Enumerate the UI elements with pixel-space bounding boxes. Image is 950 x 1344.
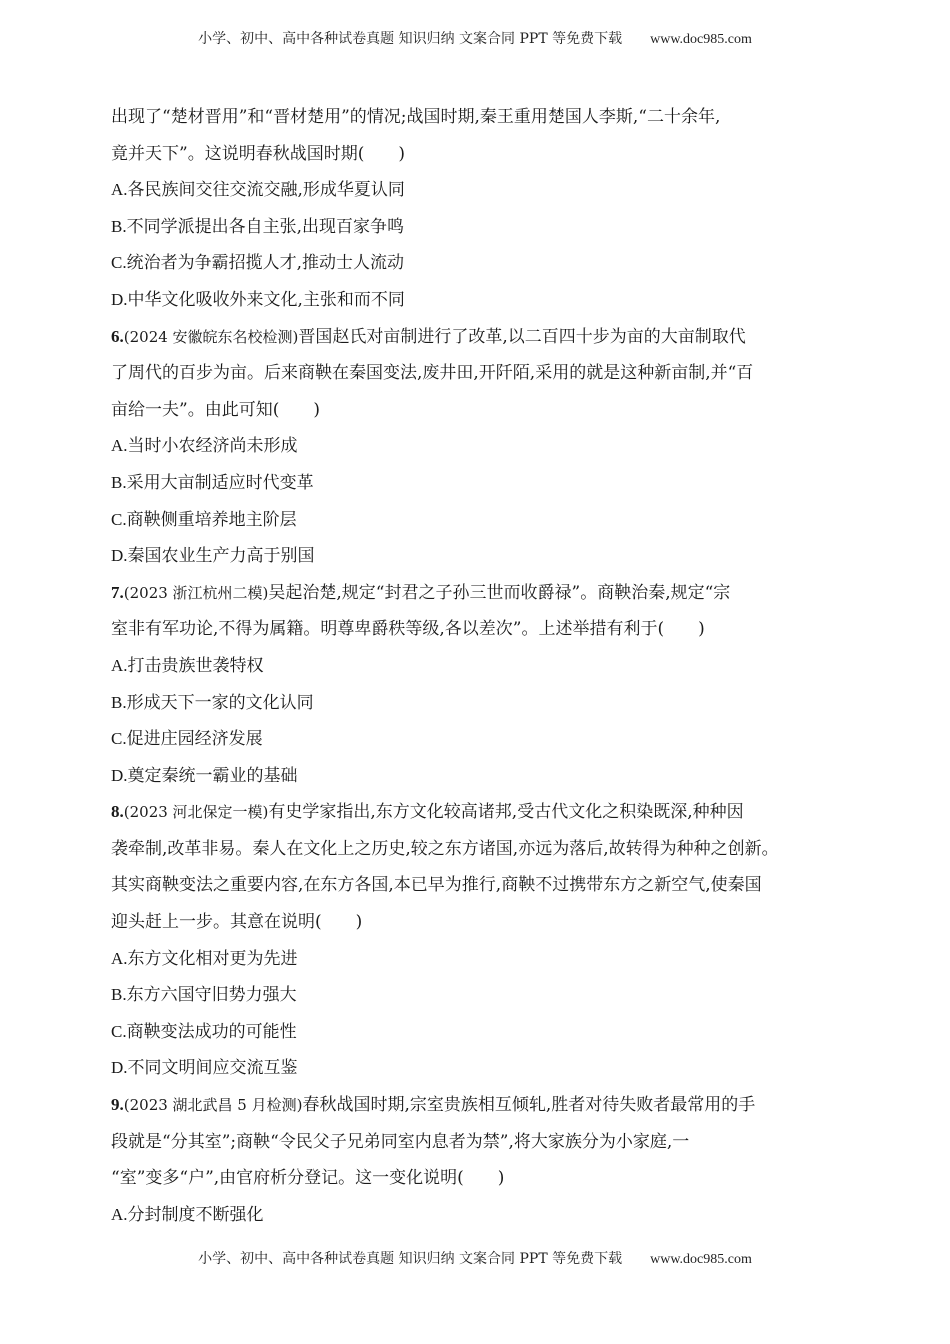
- question-stem-line: 亩给一夫”。由此可知( ): [111, 399, 320, 420]
- option-text: 分封制度不断强化: [127, 1204, 264, 1225]
- option-text: 不同文明间应交流互鉴: [127, 1058, 298, 1079]
- option-letter: A.: [111, 948, 128, 968]
- document-body: [111, 99, 851, 1233]
- option-letter: B.: [111, 472, 127, 492]
- question-stem-line: 了周代的百步为亩。后来商鞅在秦国变法,废井田,开阡陌,采用的就是这种新亩制,并“百: [111, 363, 754, 384]
- option-letter: A.: [111, 655, 128, 675]
- option-c[interactable]: [111, 721, 851, 758]
- footer-site-link[interactable]: www.doc985.com: [650, 1252, 752, 1267]
- option-text: 东方文化相对更为先进: [127, 948, 298, 969]
- option-d[interactable]: [111, 538, 851, 575]
- option-a[interactable]: [111, 648, 851, 685]
- question-stem-line: 迎头赶上一步。其意在说明( ): [111, 912, 363, 933]
- option-text: 形成天下一家的文化认同: [126, 692, 314, 713]
- question-source: (2024 安徽皖东名校检测): [123, 327, 299, 346]
- question-stem-line: “室”变多“户”,由官府析分登记。这一变化说明( ): [111, 1168, 505, 1189]
- question-stem-line: 有史学家指出,东方文化较高诸邦,受古代文化之积染既深,种种因: [268, 802, 744, 823]
- option-c[interactable]: [111, 502, 851, 539]
- option-text: 统治者为争霸招揽人才,推动士人流动: [126, 253, 404, 274]
- option-text: 采用大亩制适应时代变革: [126, 472, 314, 493]
- question-number: 7.: [111, 582, 124, 602]
- question-stem-line: 室非有军功论,不得为属籍。明尊卑爵秩等级,各以差次”。上述举措有利于( ): [111, 619, 705, 640]
- header-site-link[interactable]: www.doc985.com: [650, 32, 752, 47]
- option-d[interactable]: [111, 1050, 851, 1087]
- question-stem-line: 竟并天下”。这说明春秋战国时期( ): [111, 143, 405, 164]
- option-text: 商鞅侧重培养地主阶层: [126, 509, 297, 530]
- question-stem-line: 晋国赵氏对亩制进行了改革,以二百四十步为亩的大亩制取代: [298, 326, 746, 347]
- option-c[interactable]: [111, 1014, 851, 1051]
- page-footer: [0, 1248, 950, 1268]
- footer-text: 小学、初中、高中各种试卷真题 知识归纳 文案合同 PPT 等免费下载: [198, 1251, 623, 1267]
- option-b[interactable]: [111, 209, 851, 246]
- option-text: 奠定秦统一霸业的基础: [127, 765, 298, 786]
- option-d[interactable]: [111, 282, 851, 319]
- option-text: 打击贵族世袭特权: [127, 655, 264, 676]
- page-header: [0, 28, 950, 48]
- option-letter: D.: [111, 546, 128, 566]
- option-text: 东方六国守旧势力强大: [126, 985, 297, 1006]
- question-source: (2023 河北保定一模): [123, 803, 269, 822]
- option-text: 商鞅变法成功的可能性: [126, 1021, 297, 1042]
- question-number: 8.: [111, 802, 124, 822]
- option-letter: C.: [111, 729, 127, 749]
- option-letter: B.: [111, 692, 127, 712]
- question-number: 6.: [111, 326, 124, 346]
- option-letter: D.: [111, 289, 128, 309]
- question-7: [111, 575, 851, 795]
- option-text: 中华文化吸收外来文化,主张和而不同: [127, 289, 405, 310]
- header-text: 小学、初中、高中各种试卷真题 知识归纳 文案合同 PPT 等免费下载: [198, 31, 623, 47]
- question-stem-line: 其实商鞅变法之重要内容,在东方各国,本已早为推行,商鞅不过携带东方之新空气,使秦国: [111, 875, 762, 896]
- question-stem-line: 出现了“楚材晋用”和“晋材楚用”的情况;战国时期,秦王重用楚国人李斯,“二十余年,: [111, 107, 721, 127]
- option-text: 秦国农业生产力高于别国: [127, 546, 315, 567]
- option-text: 不同学派提出各自主张,出现百家争鸣: [126, 216, 404, 237]
- question-source: (2023 浙江杭州二模): [123, 583, 269, 602]
- option-text: 促进庄园经济发展: [126, 729, 263, 750]
- option-letter: A.: [111, 1204, 128, 1224]
- option-a[interactable]: [111, 1197, 851, 1234]
- option-text: 当时小农经济尚未形成: [127, 436, 298, 457]
- option-a[interactable]: [111, 428, 851, 465]
- option-letter: C.: [111, 509, 127, 529]
- option-b[interactable]: [111, 465, 851, 502]
- option-b[interactable]: [111, 685, 851, 722]
- question-source: (2023 湖北武昌 5 月检测): [123, 1096, 303, 1115]
- question-stem-line: 段就是“分其室”;商鞅“令民父子兄弟同室内息者为禁”,将大家族分为小家庭,一: [111, 1131, 690, 1152]
- question-5: [111, 99, 851, 319]
- question-stem-line: 春秋战国时期,宗室贵族相互倾轧,胜者对待失败者最常用的手: [302, 1095, 756, 1116]
- option-b[interactable]: [111, 977, 851, 1014]
- option-letter: B.: [111, 216, 127, 236]
- question-8: [111, 794, 851, 1087]
- question-6: [111, 319, 851, 575]
- question-number: 9.: [111, 1095, 124, 1115]
- question-stem-line: 袭牵制,改革非易。秦人在文化上之历史,较之东方诸国,亦远为落后,故转得为种种之创新。: [111, 838, 779, 859]
- option-c[interactable]: [111, 245, 851, 282]
- option-text: 各民族间交往交流交融,形成华夏认同: [127, 180, 405, 201]
- option-letter: D.: [111, 1058, 128, 1078]
- option-letter: A.: [111, 180, 128, 200]
- option-letter: A.: [111, 436, 128, 456]
- question-9: [111, 1087, 851, 1233]
- option-letter: C.: [111, 253, 127, 273]
- option-a[interactable]: [111, 941, 851, 978]
- option-letter: B.: [111, 985, 127, 1005]
- option-letter: C.: [111, 1021, 127, 1041]
- option-letter: D.: [111, 765, 128, 785]
- option-d[interactable]: [111, 758, 851, 795]
- option-a[interactable]: [111, 172, 851, 209]
- question-stem-line: 吴起治楚,规定“封君之子孙三世而收爵禄”。商鞅治秦,规定“宗: [268, 582, 731, 603]
